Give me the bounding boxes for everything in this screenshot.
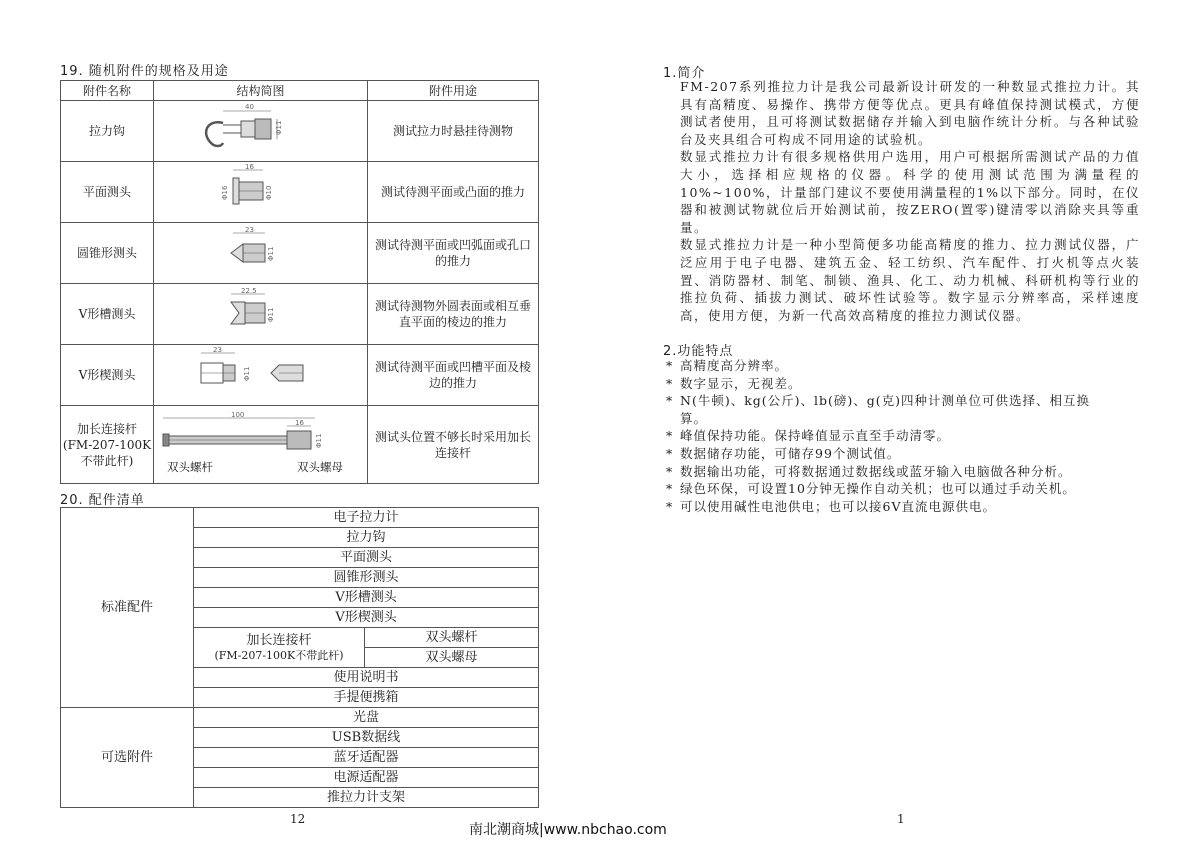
feature-text: 峰值保持功能。保持峰值显示直至手动清零。 [680, 428, 951, 444]
feature-text: 数据储存功能，可储存99个测试值。 [680, 445, 901, 461]
section-20-title: 20. 配件清单 [60, 493, 145, 508]
standard-item: 拉力钩 [194, 528, 539, 548]
list-item [666, 375, 1146, 393]
vgroove-dim-diameter: Φ11 [266, 307, 275, 322]
ext-label-nut: 双头螺母 [296, 460, 343, 474]
ext-dim-diameter: Φ11 [314, 433, 323, 448]
extension-rod-diagram [154, 406, 368, 484]
accessory-spec-table [60, 80, 539, 484]
cone-head-diagram [154, 223, 368, 284]
feature-text: N(牛顿)、kg(公斤)、lb(磅)、g(克)四种计测单位可供选择、相互换 [680, 393, 1091, 409]
feature-text: 可以使用碱性电池供电；也可以接6V直流电源供电。 [680, 498, 996, 514]
bullet-star: * [666, 481, 674, 497]
standard-parts-label: 标准配件 [61, 508, 194, 708]
intro-paragraph: 数显式推拉力计有很多规格供用户选用，用户可根据所需测试产品的力值大小，选择相应规格的仪器。科学的使用测试范围为满量程的10%~100%，计量部门建议不要使用满量程的1%以下部分。同时，在仪器和被测试物就位后开始测试前，按ZERO(置零)键清零以消除夹具等重量。 [680, 149, 1140, 235]
feature-continuation: 算。 [680, 410, 708, 426]
section-19-title: 19. 随机附件的规格及用途 [60, 64, 229, 79]
vwedge-dim-length: 23 [212, 346, 222, 354]
header-usage: 附件用途 [368, 81, 539, 101]
table-row [61, 223, 539, 284]
accessory-name: 拉力钩 [61, 101, 154, 162]
extension-name-line: (FM-207-100K [62, 437, 152, 452]
v-wedge-head-diagram [154, 345, 368, 406]
bullet-star: * [666, 358, 674, 373]
list-item [666, 498, 1146, 516]
optional-item: 推拉力计支架 [194, 788, 539, 808]
extension-name-line: 不带此杆) [80, 453, 134, 468]
table-row [61, 284, 539, 345]
standard-item: 手提便携箱 [194, 688, 539, 708]
bullet-star: * [666, 498, 674, 514]
extension-name-line: 加长连接杆 [76, 421, 137, 436]
table-row [61, 162, 539, 223]
section-1-title: 1.简介 [663, 66, 706, 81]
extension-item: 双头螺母 [365, 648, 539, 668]
intro-text [680, 78, 1140, 324]
accessory-use: 测试拉力时悬挂待测物 [368, 101, 539, 162]
list-item [666, 445, 1146, 463]
bullet-star: * [666, 428, 674, 444]
bullet-star: * [666, 445, 674, 461]
feature-text: 高精度高分辨率。 [680, 358, 789, 373]
bullet-star: * [666, 375, 674, 391]
table-row [61, 406, 539, 484]
standard-item: V形楔测头 [194, 608, 539, 628]
parts-list-table [60, 507, 539, 808]
right-page-number: 1 [897, 812, 905, 826]
table-row [61, 345, 539, 406]
section-2-title: 2.功能特点 [663, 344, 734, 359]
accessory-use: 测试待测平面或凸面的推力 [368, 162, 539, 223]
optional-item: 蓝牙适配器 [194, 748, 539, 768]
v-groove-head-diagram [154, 284, 368, 345]
ext-dim-nut: 16 [294, 419, 304, 427]
standard-item: 圆锥形测头 [194, 568, 539, 588]
accessory-use: 测试待测平面或凹弧面或孔口的推力 [368, 223, 539, 284]
extension-rod-note: (FM-207-100K不带此杆) [214, 648, 344, 662]
table-header-row [61, 81, 539, 101]
header-name: 附件名称 [61, 81, 154, 101]
ext-label-stud: 双头螺杆 [166, 460, 213, 474]
accessory-name: 圆锥形测头 [61, 223, 154, 284]
list-item [666, 357, 1146, 375]
flat-dim-length: 16 [244, 163, 254, 171]
accessory-use: 测试待测平面或凹槽平面及棱边的推力 [368, 345, 539, 406]
accessory-name [61, 406, 154, 484]
standard-item: 使用说明书 [194, 668, 539, 688]
flat-head-diagram [154, 162, 368, 223]
optional-item: 电源适配器 [194, 768, 539, 788]
optional-item: 光盘 [194, 708, 539, 728]
extension-item: 双头螺杆 [365, 628, 539, 648]
vgroove-dim-length: 22.5 [240, 287, 257, 295]
flat-dim-shaft: Φ10 [264, 185, 273, 200]
bullet-star: * [666, 463, 674, 479]
list-item [666, 427, 1146, 445]
hook-dim-diameter: Φ11 [274, 120, 283, 135]
intro-paragraph: 数显式推拉力计是一种小型简便多功能高精度的推力、拉力测试仪器，广泛应用于电子电器、建筑五金、轻工纺织、汽车配件、打火机等点火装置、消防器材、制笔、制锁、渔具、化工、动力机械、科研机构等行业的推拉负荷、插拔力测试、破坏性试验等。数字显示分辨率高，采样速度高，使用方便，为新一代高效高精度的推拉力测试仪器。 [680, 237, 1140, 323]
accessory-name: V形槽测头 [61, 284, 154, 345]
list-item [666, 463, 1146, 481]
bullet-star: * [666, 393, 674, 409]
cone-dim-diameter: Φ11 [266, 246, 275, 261]
optional-item: USB数据线 [194, 728, 539, 748]
extension-rod-label: 加长连接杆 [246, 632, 312, 648]
hook-dim-length: 40 [244, 103, 254, 111]
accessory-use: 测试待测物外圆表面或相互垂直平面的棱边的推力 [368, 284, 539, 345]
ext-dim-length: 100 [230, 411, 244, 419]
footer-watermark: 南北潮商城|www.nbchao.com [469, 822, 667, 838]
intro-paragraph: FM-207系列推拉力计是我公司最新设计研发的一种数显式推拉力计。其具有高精度、易操作、携带方便等优点。更具有峰值保持测试模式，方便测试者使用，且可将测试数据储存并输入到电脑作统计分析。与各种试验台及夹具组合可构成不同用途的试验机。 [680, 79, 1140, 147]
feature-text: 绿色环保，可设置10分钟无操作自动关机；也可以通过手动关机。 [680, 481, 1076, 497]
feature-text: 数字显示，无视差。 [680, 375, 802, 391]
feature-text: 数据输出功能，可将数据通过数据线或蓝牙输入电脑做各种分析。 [680, 463, 1072, 479]
header-diagram: 结构简图 [154, 81, 368, 101]
standard-item: 电子拉力计 [194, 508, 539, 528]
left-page-number: 12 [290, 812, 306, 826]
flat-dim-head: Φ16 [220, 185, 229, 200]
extension-rod-cell [194, 628, 365, 668]
standard-item: 平面测头 [194, 548, 539, 568]
accessory-name: 平面测头 [61, 162, 154, 223]
feature-list [666, 357, 1146, 515]
accessory-name: V形楔测头 [61, 345, 154, 406]
optional-parts-label: 可选附件 [61, 708, 194, 808]
vwedge-dim-diameter: Φ11 [242, 366, 251, 381]
standard-item: V形槽测头 [194, 588, 539, 608]
hook-diagram [154, 101, 368, 162]
accessory-use: 测试头位置不够长时采用加长连接杆 [368, 406, 539, 484]
cone-dim-length: 23 [244, 226, 254, 234]
list-item [666, 392, 1146, 410]
table-row [61, 101, 539, 162]
list-item [666, 480, 1146, 498]
